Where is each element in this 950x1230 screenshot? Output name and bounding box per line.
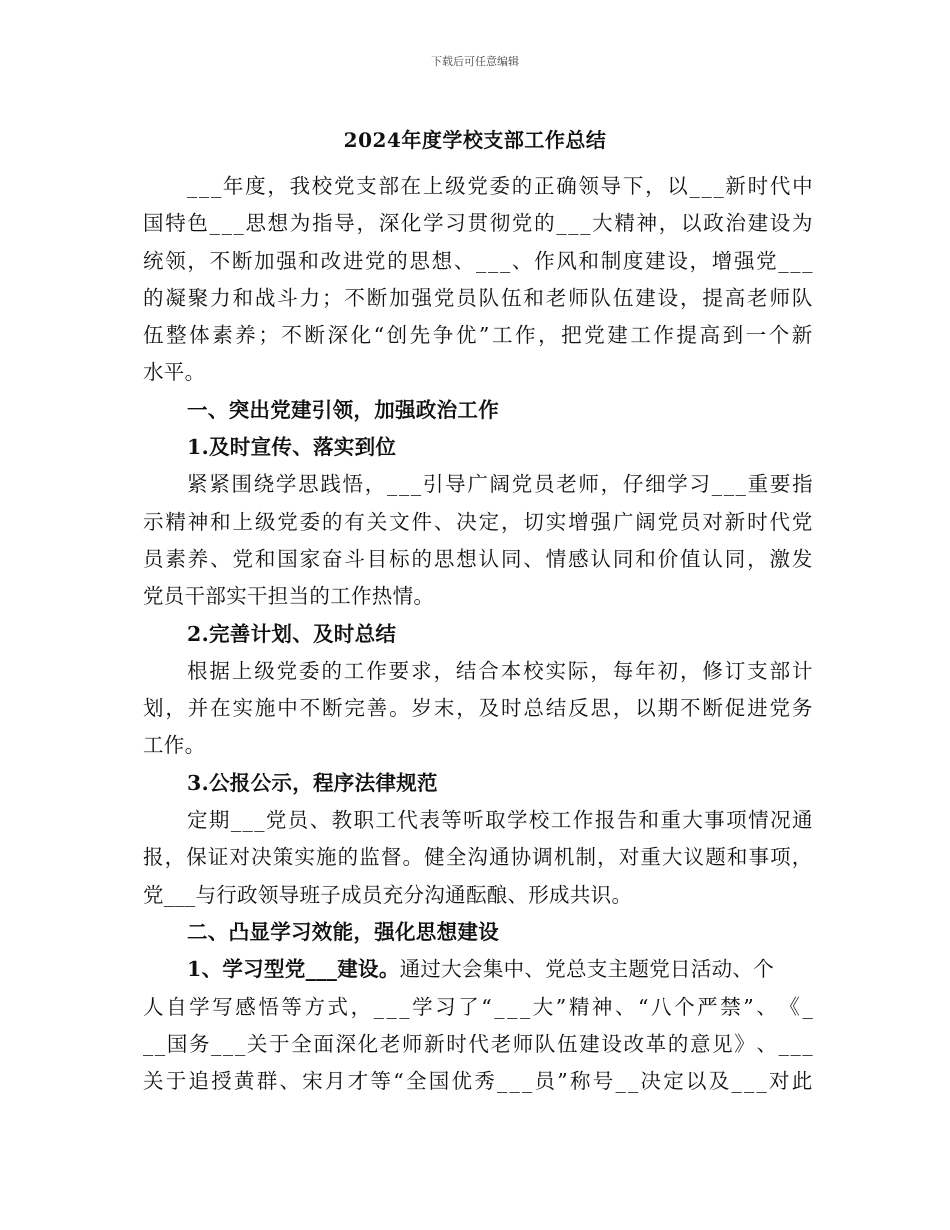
- paragraph-line: 示 精 神 和 上 级 党 委 的 有 关 文 件 、 决 定 ， 切 实 增 强 广 阔 党 员 对 新 时 代 党: [143, 509, 813, 534]
- paragraph-line: 根 据 上 级 党 委 的 工 作 要 求 ， 结 合 本 校 实 际 ， 每 年 初 ， 修 订 支 部 计: [187, 658, 813, 683]
- subsection-heading: 1.及时宣传、落实到位: [187, 435, 397, 460]
- paragraph-line: 定 期 _ _ _ 党 员 、 教 职 工 代 表 等 听 取 学 校 工 作 报 告 和 重 大 事 项 情 况 通: [187, 808, 813, 833]
- inline-heading: 1、学习型党___建设。: [187, 957, 400, 982]
- paragraph-line: [143, 951, 813, 988]
- paragraph-line: 紧 紧 围 绕 学 思 践 悟 ， _ _ _ 引 导 广 阔 党 员 老 师 ， 仔 细 学 习 _ _ _ 重 要 指: [187, 472, 813, 497]
- paragraph-line: _ _ _ 年 度 ， 我 校 党 支 部 在 上 级 党 委 的 正 确 领 导 下 ， 以 _ _ _ 新 时 代 中: [187, 174, 813, 198]
- paragraph-line: 水平。: [143, 360, 206, 385]
- inline-text: 通过大会集中、党总支主题党日活动、个: [399, 957, 775, 982]
- paragraph-line: 划 ， 并 在 实 施 中 不 断 完 善 。 岁 末 ， 及 时 总 结 反 思 ， 以 期 不 断 促 进 党 务: [143, 696, 813, 721]
- paragraph-line: 国 特 色 _ _ _ 思 想 为 指 导 ， 深 化 学 习 贯 彻 党 的 _ _ _ 大 精 神 ， 以 政 治 建 设 为: [143, 211, 813, 236]
- paragraph-line: 员 素 养 、 党 和 国 家 奋 斗 目 标 的 思 想 认 同 、 情 感 认 同 和 价 值 认 同 ， 激 发: [143, 546, 813, 571]
- paragraph-line: 的 凝 聚 力 和 战 斗 力 ； 不 断 加 强 党 员 队 伍 和 老 师 队 伍 建 设 ， 提 高 老 师 队: [143, 285, 813, 310]
- paragraph-line: 党员干部实干担当的工作热情。: [143, 584, 435, 609]
- paragraph-line: 报 ， 保 证 对 决 策 实 施 的 监 督 。 健 全 沟 通 协 调 机 制 ， 对 重 大 议 题 和 事 项 ，: [143, 845, 813, 870]
- paragraph-line: 工作。: [143, 733, 206, 758]
- document-body: [143, 168, 813, 1100]
- header-note: 下载后可任意编辑: [431, 55, 519, 68]
- section-heading: 二、凸显学习效能，强化思想建设: [187, 919, 499, 944]
- subsection-heading: 2.完善计划、及时总结: [187, 621, 397, 646]
- paragraph-line: 关 于 追 授 黄 群 、 宋 月 才 等 “ 全 国 优 秀 _ _ _ 员 ” 称 号 _ _ 决 定 以 及 _ _ _ 对 此: [143, 1069, 813, 1094]
- paragraph-line: 人 自 学 写 感 悟 等 方 式 ， _ _ _ 学 习 了 “ _ _ _ 大 ” 精 神 、 “ 八 个 严 禁 ” 、 《 _: [143, 994, 813, 1019]
- document-title: 2024年度学校支部工作总结: [343, 128, 607, 152]
- paragraph-line: 党___与行政领导班子成员充分沟通酝酿、形成共识。: [143, 882, 633, 907]
- paragraph-line: _ _ 国 务 _ _ _ 关 于 全 面 深 化 老 师 新 时 代 老 师 队 伍 建 设 改 革 的 意 见 》 、 _ _ _: [143, 1031, 813, 1056]
- subsection-heading: 3.公报公示，程序法律规范: [187, 770, 438, 795]
- section-heading: 一、突出党建引领，加强政治工作: [187, 397, 499, 422]
- paragraph-line: 统 领 ， 不 断 加 强 和 改 进 党 的 思 想 、 _ _ _ 、 作 风 和 制 度 建 设 ， 增 强 党 _ _ _: [143, 248, 813, 273]
- paragraph-line: 伍 整 体 素 养 ； 不 断 深 化 “ 创 先 争 优 ” 工 作 ， 把 党 建 工 作 提 高 到 一 个 新: [143, 323, 813, 348]
